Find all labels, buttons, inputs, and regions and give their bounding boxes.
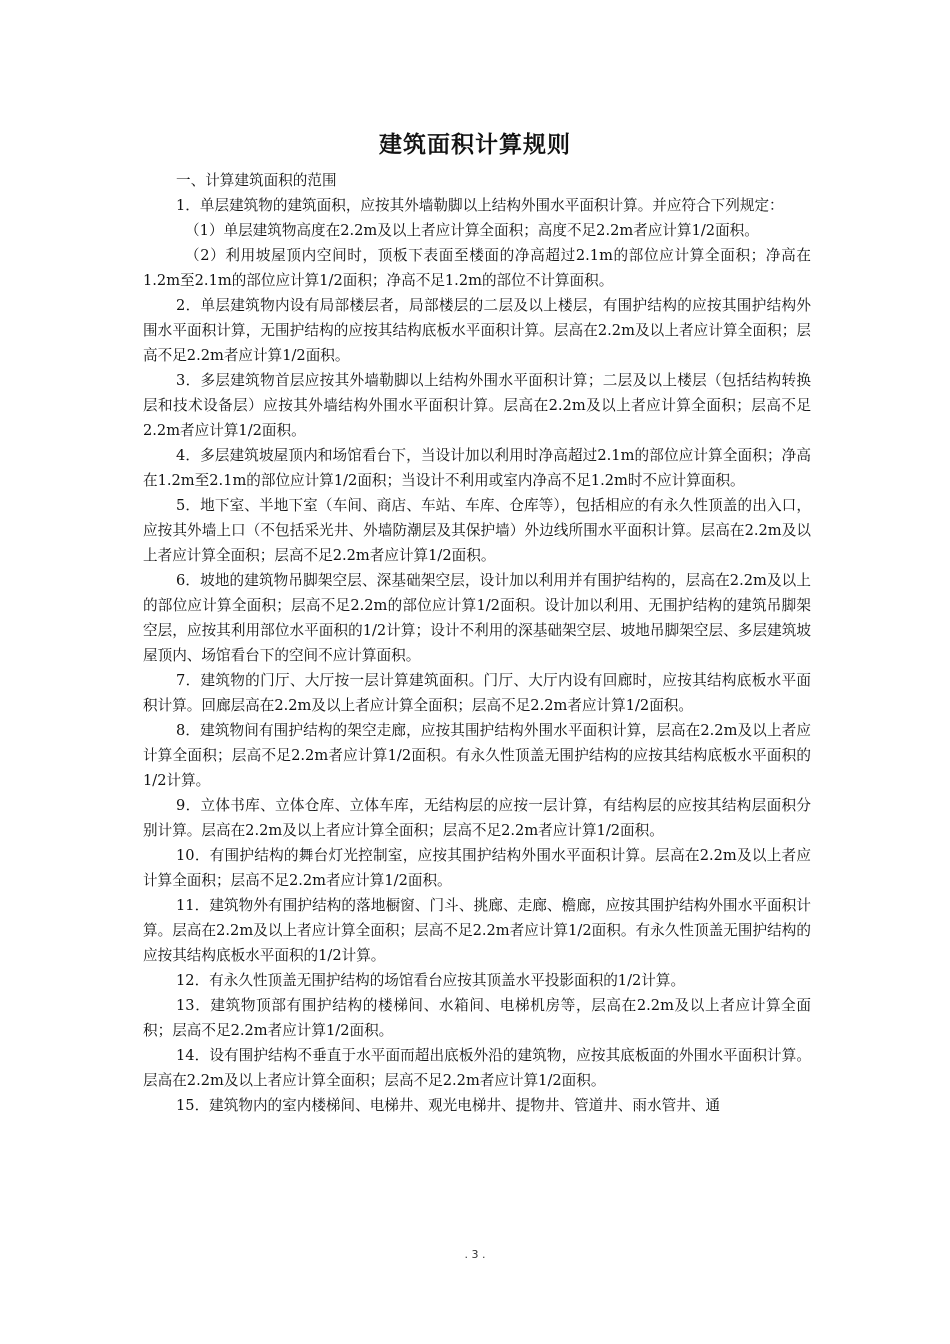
paragraph: 1．单层建筑物的建筑面积，应按其外墙勒脚以上结构外围水平面积计算。并应符合下列规定： (176, 197, 784, 214)
paragraph: 6．坡地的建筑物吊脚架空层、深基础架空层，设计加以利用并有围护结构的，层高在2.2m及以上的部位应计算全面积；层高不足2.2m的部位应计算1/2面积。设计加以利用、无围护结构的建筑吊脚架空层，应按其利用部位水平面积的1/2计算；设计不利用的深基础架空层、坡地吊脚架空层、多层建筑坡屋顶内、场馆看台下的空间不应计算面积。 (143, 572, 811, 664)
paragraph: 9．立体书库、立体仓库、立体车库，无结构层的应按一层计算，有结构层的应按其结构层面积分别计算。层高在2.2m及以上者应计算全面积；层高不足2.2m者应计算1/2面积。 (143, 797, 811, 839)
document-title: 建筑面积计算规则 (379, 132, 571, 158)
paragraph: 3．多层建筑物首层应按其外墙勒脚以上结构外围水平面积计算；二层及以上楼层（包括结构转换层和技术设备层）应按其外墙结构外围水平面积计算。层高在2.2m及以上者应计算全面积；层高不足2.2m者应计算1/2面积。 (143, 372, 811, 439)
paragraph: 14．设有围护结构不垂直于水平面而超出底板外沿的建筑物，应按其底板面的外围水平面积计算。层高在2.2m及以上者应计算全面积；层高不足2.2m者应计算1/2面积。 (143, 1047, 811, 1089)
paragraph: 15．建筑物内的室内楼梯间、电梯井、观光电梯井、提物井、管道井、雨水管井、通 (176, 1097, 720, 1114)
paragraph: 11．建筑物外有围护结构的落地橱窗、门斗、挑廊、走廊、檐廊，应按其围护结构外围水平面积计算。层高在2.2m及以上者应计算全面积；层高不足2.2m者应计算1/2面积。有永久性顶盖无围护结构的应按其结构底板水平面积的1/2计算。 (143, 897, 811, 964)
paragraph: 10．有围护结构的舞台灯光控制室，应按其围护结构外围水平面积计算。层高在2.2m及以上者应计算全面积；层高不足2.2m者应计算1/2面积。 (143, 847, 811, 889)
paragraph: （1）单层建筑物高度在2.2m及以上者应计算全面积；高度不足2.2m者应计算1/2面积。 (185, 222, 759, 239)
page-number: . 3 . (464, 1248, 486, 1261)
paragraph: 13．建筑物顶部有围护结构的楼梯间、水箱间、电梯机房等，层高在2.2m及以上者应计算全面积；层高不足2.2m者应计算1/2面积。 (143, 997, 811, 1039)
paragraph: （2）利用坡屋顶内空间时，顶板下表面至楼面的净高超过2.1m的部位应计算全面积；净高在1.2m至2.1m的部位应计算1/2面积；净高不足1.2m的部位不计算面积。 (143, 247, 811, 289)
paragraph: 4．多层建筑坡屋顶内和场馆看台下，当设计加以利用时净高超过2.1m的部位应计算全面积；净高在1.2m至2.1m的部位应计算1/2面积；当设计不利用或室内净高不足1.2m时不应计算面积。 (143, 447, 811, 489)
paragraph: 12．有永久性顶盖无围护结构的场馆看台应按其顶盖水平投影面积的1/2计算。 (176, 972, 686, 989)
paragraph: 7．建筑物的门厅、大厅按一层计算建筑面积。门厅、大厅内设有回廊时，应按其结构底板水平面积计算。回廊层高在2.2m及以上者应计算全面积；层高不足2.2m者应计算1/2面积。 (143, 672, 811, 714)
paragraph: 2．单层建筑物内设有局部楼层者，局部楼层的二层及以上楼层，有围护结构的应按其围护结构外围水平面积计算，无围护结构的应按其结构底板水平面积计算。层高在2.2m及以上者应计算全面积；层高不足2.2m者应计算1/2面积。 (143, 297, 811, 364)
document-body (143, 168, 811, 1118)
paragraph: 8．建筑物间有围护结构的架空走廊，应按其围护结构外围水平面积计算，层高在2.2m及以上者应计算全面积；层高不足2.2m者应计算1/2面积。有永久性顶盖无围护结构的应按其结构底板水平面积的1/2计算。 (143, 722, 811, 789)
paragraph: 5．地下室、半地下室（车间、商店、车站、车库、仓库等），包括相应的有永久性顶盖的出入口，应按其外墙上口（不包括采光井、外墙防潮层及其保护墙）外边线所围水平面积计算。层高在2.2m及以上者应计算全面积；层高不足2.2m者应计算1/2面积。 (143, 497, 811, 564)
section-heading: 一、计算建筑面积的范围 (176, 172, 337, 189)
